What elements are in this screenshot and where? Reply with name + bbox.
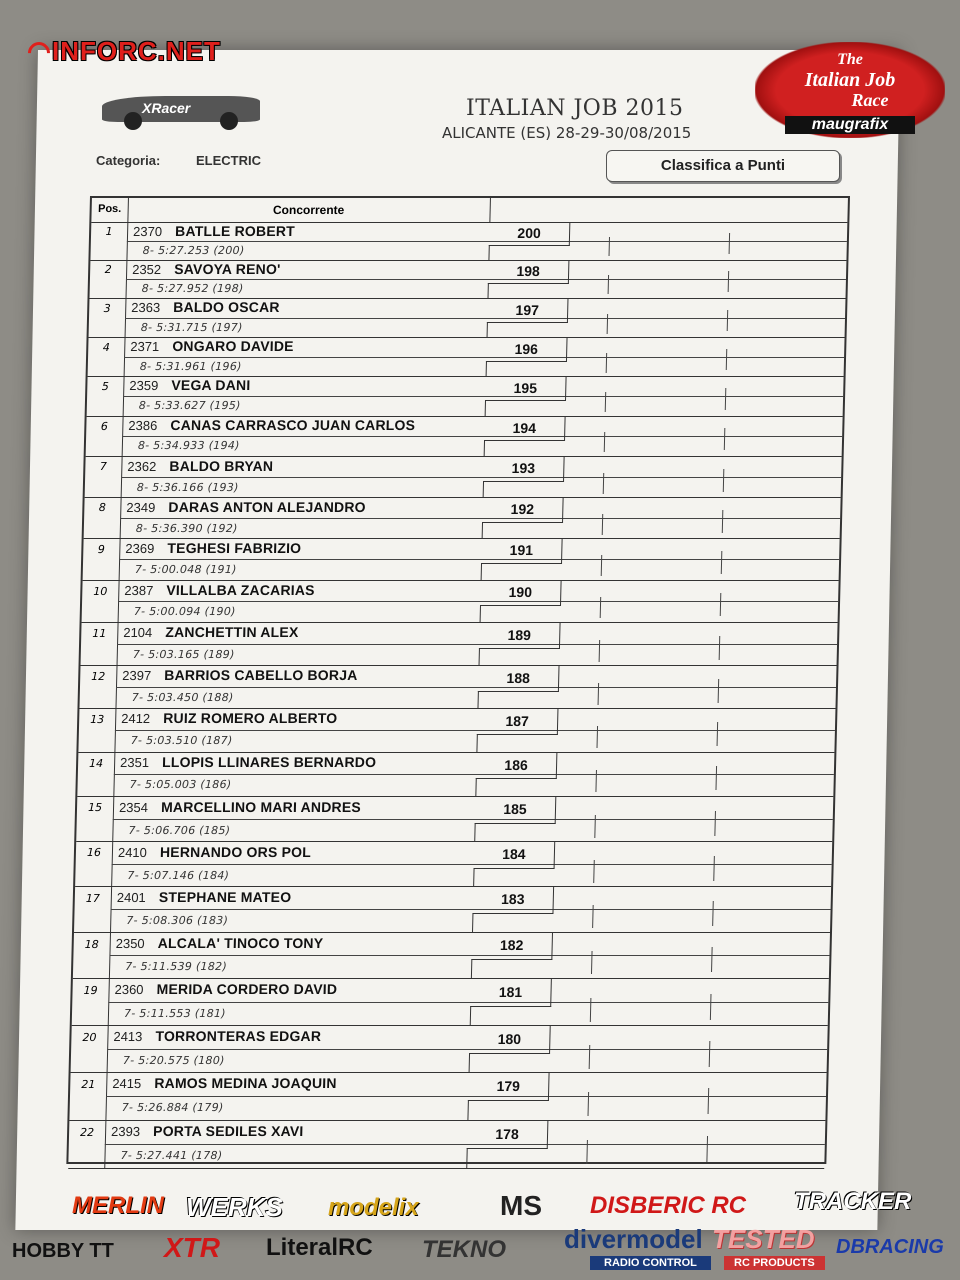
- row-driver-name: RUIZ ROMERO ALBERTO: [163, 710, 338, 726]
- table-row: [81, 622, 838, 666]
- italian-job-line-3: Race: [851, 90, 889, 110]
- row-divider: [487, 322, 488, 337]
- row-tick: [720, 593, 722, 616]
- row-tick: [724, 428, 726, 450]
- table-row: [83, 538, 840, 581]
- row-tick: [594, 815, 596, 838]
- row-driver-name: BALDO BRYAN: [169, 457, 274, 474]
- row-tick: [715, 766, 717, 790]
- row-number: 2387: [124, 582, 154, 598]
- row-tick: [604, 432, 605, 452]
- row-divider: [485, 400, 486, 416]
- row-time: 7- 5:08.306 (183): [126, 913, 229, 927]
- wheel-icon: [220, 112, 238, 130]
- maugrafix-logo: maugrafix: [785, 116, 915, 134]
- row-tick: [729, 233, 731, 254]
- table-row: [79, 665, 836, 709]
- table-row: [89, 298, 846, 338]
- row-time: 8- 5:34.933 (194): [137, 439, 240, 452]
- table-row: [73, 932, 830, 979]
- italian-job-logo: [755, 42, 945, 138]
- row-tick: [709, 1041, 711, 1067]
- row-time: 7- 5:00.048 (191): [134, 562, 237, 576]
- row-driver-name: MERIDA CORDERO DAVID: [156, 981, 338, 997]
- row-points: 183: [472, 886, 554, 914]
- table-row: [84, 497, 841, 539]
- row-time: 8- 5:31.961 (196): [139, 360, 242, 373]
- row-driver-name: LLOPIS LLINARES BERNARDO: [161, 754, 377, 770]
- row-tick: [708, 1088, 710, 1114]
- row-tick: [609, 237, 610, 256]
- row-time: 7- 5:20.575 (180): [122, 1054, 225, 1067]
- row-points: 187: [477, 708, 559, 735]
- row-position: 13: [78, 708, 116, 752]
- table-row: [71, 1025, 828, 1073]
- row-time: 8- 5:27.952 (198): [141, 281, 244, 295]
- row-divider: [479, 648, 480, 665]
- row-number: 2369: [125, 540, 155, 556]
- row-points: 197: [487, 298, 569, 323]
- row-driver-name: SAVOYA RENO': [174, 260, 281, 277]
- row-number: 2415: [112, 1076, 142, 1091]
- row-number: 2410: [117, 844, 148, 860]
- row-points: 188: [478, 665, 560, 692]
- row-divider: [483, 481, 484, 497]
- table-row: [75, 841, 832, 887]
- row-driver-name: VILLALBA ZACARIAS: [166, 581, 315, 598]
- row-driver-name: ZANCHETTIN ALEX: [165, 624, 299, 640]
- table-row: [76, 796, 833, 842]
- row-tick: [595, 770, 597, 792]
- row-tick: [597, 726, 599, 748]
- row-points: 180: [469, 1025, 551, 1054]
- row-position: 6: [86, 416, 124, 456]
- row-number: 2104: [123, 625, 153, 640]
- row-tick: [599, 640, 601, 662]
- row-points: 192: [482, 497, 564, 523]
- row-driver-name: HERNANDO ORS POL: [159, 843, 312, 860]
- sponsor-tekno: TEKNO: [422, 1236, 506, 1263]
- column-header-pos: Pos.: [91, 198, 129, 222]
- wheel-icon: [124, 112, 142, 130]
- row-tick: [588, 1092, 590, 1116]
- row-points: 181: [470, 978, 552, 1007]
- ranking-type-box: Classifica a Punti: [606, 150, 840, 182]
- row-position: 12: [79, 665, 117, 708]
- row-points: 184: [474, 841, 556, 869]
- row-driver-name: VEGA DANI: [171, 377, 251, 393]
- row-divider: [474, 823, 475, 841]
- row-position: 21: [69, 1072, 107, 1120]
- row-time: 8- 5:36.390 (192): [135, 521, 238, 535]
- row-position: 9: [83, 538, 121, 580]
- row-time: 7- 5:05.003 (186): [129, 778, 232, 791]
- row-position: 17: [74, 886, 112, 932]
- row-number: 2350: [115, 935, 145, 951]
- row-divider: [475, 778, 476, 796]
- row-driver-name: MARCELLINO MARI ANDRES: [160, 798, 362, 815]
- table-row: [85, 456, 842, 498]
- sponsor-modelix: modelix: [328, 1194, 419, 1221]
- row-number: 2363: [131, 300, 161, 315]
- row-tick: [591, 951, 593, 974]
- row-tick: [602, 514, 604, 535]
- row-divider: [471, 959, 472, 978]
- row-number: 2412: [121, 711, 151, 726]
- row-tick: [721, 551, 723, 574]
- row-divider: [476, 734, 477, 752]
- row-position: 5: [87, 376, 125, 416]
- row-number: 2413: [113, 1029, 143, 1044]
- category-label: Categoria:: [96, 153, 161, 168]
- row-time: 8- 5:31.715 (197): [140, 321, 243, 334]
- table-row: [78, 708, 835, 753]
- sponsor-divermodel: divermodel: [564, 1224, 703, 1254]
- table-row: [90, 222, 847, 261]
- row-tick: [719, 636, 721, 660]
- row-tick: [593, 860, 595, 883]
- row-time: 7- 5:27.441 (178): [120, 1149, 223, 1162]
- event-subtitle: ALICANTE (ES) 28-29-30/08/2015: [442, 124, 692, 142]
- row-tick: [592, 905, 594, 928]
- table-row: [77, 752, 834, 797]
- row-points: 196: [486, 337, 568, 362]
- row-tick: [726, 349, 728, 370]
- table-row: [68, 1120, 825, 1169]
- row-points: 179: [468, 1072, 550, 1101]
- table-row: [86, 416, 843, 457]
- results-table: [66, 196, 850, 1164]
- row-points: 191: [481, 538, 563, 564]
- sponsor-dbracing: DBRACING: [836, 1236, 944, 1258]
- row-tick: [723, 469, 725, 492]
- row-position: 16: [75, 841, 113, 886]
- row-divider: [470, 1006, 471, 1025]
- inforc-text: INFORC.NET: [52, 36, 221, 66]
- sponsor-ms: MS: [500, 1190, 542, 1221]
- row-position: 14: [77, 752, 115, 796]
- row-points: 195: [485, 376, 567, 401]
- italian-job-line-1: The: [837, 51, 863, 68]
- row-divider: [477, 691, 478, 708]
- page-title: ITALIAN JOB 2015: [466, 96, 684, 121]
- table-row: [89, 260, 846, 299]
- column-header-concorrente: Concorrente: [127, 198, 491, 222]
- row-tick: [714, 811, 716, 836]
- row-driver-name: RAMOS MEDINA JOAQUIN: [154, 1075, 337, 1091]
- row-driver-name: BARRIOS CABELLO BORJA: [164, 667, 358, 683]
- row-driver-name: BALDO OSCAR: [173, 299, 280, 315]
- row-points: 189: [479, 622, 561, 649]
- row-position: 15: [76, 796, 114, 841]
- row-points: 198: [488, 260, 570, 284]
- row-position: 2: [90, 260, 128, 298]
- sponsor-disberic: DISBERIC RC: [590, 1192, 747, 1219]
- inforc-watermark: [28, 36, 221, 67]
- category-value: ELECTRIC: [196, 153, 261, 168]
- row-number: 2354: [118, 799, 149, 815]
- row-time: 7- 5:11.539 (182): [125, 959, 228, 973]
- row-driver-name: TEGHESI FABRIZIO: [167, 539, 302, 556]
- row-divider: [486, 361, 487, 376]
- row-number: 2393: [110, 1124, 141, 1139]
- row-position: 22: [68, 1120, 106, 1168]
- row-time: 7- 5:07.146 (184): [127, 868, 230, 882]
- row-points: 194: [484, 416, 566, 441]
- row-position: 3: [89, 298, 127, 337]
- row-position: 4: [88, 337, 126, 376]
- xracer-logo-text: XRacer: [142, 100, 191, 116]
- row-tick: [706, 1136, 708, 1162]
- row-divider: [466, 1148, 467, 1168]
- row-points: 193: [483, 456, 565, 482]
- row-position: 10: [82, 580, 120, 622]
- sponsor-werks: WERKS: [186, 1192, 283, 1222]
- row-position: 11: [81, 622, 119, 665]
- row-divider: [480, 605, 481, 622]
- table-row: [69, 1072, 826, 1121]
- row-divider: [488, 245, 489, 260]
- table-row: [72, 978, 829, 1026]
- row-number: 2351: [119, 755, 150, 770]
- row-time: 8- 5:33.627 (195): [138, 399, 241, 412]
- row-time: 7- 5:03.510 (187): [130, 734, 233, 747]
- table-row: [87, 376, 844, 417]
- row-number: 2386: [128, 418, 158, 433]
- table-row: [82, 580, 839, 623]
- row-driver-name: STEPHANE MATEO: [158, 888, 292, 905]
- row-points: 186: [476, 752, 558, 779]
- row-number: 2352: [132, 261, 162, 277]
- row-number: 2397: [122, 668, 152, 683]
- row-position: 18: [73, 932, 111, 978]
- row-divider: [484, 440, 485, 456]
- row-time: 7- 5:26.884 (179): [121, 1101, 224, 1114]
- row-tick: [605, 392, 606, 412]
- row-number: 2349: [126, 499, 156, 515]
- row-tick: [713, 856, 715, 881]
- row-divider: [482, 522, 483, 538]
- sponsor-xtr: XTR: [164, 1232, 220, 1263]
- table-row: [74, 886, 831, 933]
- row-tick: [603, 473, 605, 494]
- row-tick: [598, 683, 600, 705]
- row-points: 190: [480, 580, 562, 606]
- row-tick: [711, 947, 713, 972]
- table-row: [88, 337, 845, 377]
- row-tick: [589, 1045, 591, 1069]
- row-points: 185: [475, 796, 557, 824]
- italian-job-line-2: Italian Job: [804, 69, 896, 91]
- row-divider: [469, 1053, 470, 1072]
- row-points: 182: [471, 932, 553, 960]
- row-points: 200: [489, 222, 571, 246]
- row-time: 7- 5:00.094 (190): [133, 604, 236, 618]
- sponsor-hobbytt: HOBBY TT: [12, 1240, 114, 1262]
- sponsor-tested: TESTED: [712, 1224, 815, 1254]
- sponsor-tracker: TRACKER: [794, 1188, 912, 1215]
- row-divider: [472, 913, 473, 932]
- row-tick: [608, 275, 609, 294]
- row-time: 7- 5:06.706 (185): [128, 823, 231, 837]
- row-time: 7- 5:03.450 (188): [131, 691, 234, 704]
- row-position: 1: [90, 222, 128, 260]
- row-time: 8- 5:36.166 (193): [136, 480, 239, 494]
- row-time: 8- 5:27.253 (200): [142, 243, 245, 257]
- sponsor-literalrc: LiteralRC: [266, 1234, 373, 1261]
- row-number: 2370: [132, 223, 163, 239]
- row-tick: [727, 310, 729, 331]
- row-position: 19: [72, 978, 110, 1025]
- row-number: 2362: [127, 458, 157, 474]
- row-number: 2401: [116, 889, 146, 905]
- row-tick: [607, 314, 608, 334]
- row-tick: [712, 901, 714, 926]
- row-position: 7: [85, 456, 123, 497]
- row-driver-name: ALCALA' TINOCO TONY: [157, 934, 324, 951]
- row-tick: [717, 722, 719, 746]
- row-tick: [725, 388, 727, 410]
- sponsor-tested-sub: RC PRODUCTS: [724, 1256, 825, 1270]
- sponsor-strip: [0, 1168, 960, 1280]
- row-driver-name: ONGARO DAVIDE: [172, 338, 294, 354]
- row-number: 2360: [114, 982, 144, 997]
- row-driver-name: DARAS ANTON ALEJANDRO: [168, 498, 366, 515]
- row-divider: [481, 563, 482, 580]
- row-tick: [718, 679, 720, 703]
- row-tick: [590, 998, 592, 1022]
- row-tick: [600, 597, 602, 618]
- row-tick: [586, 1140, 588, 1164]
- signal-icon: [23, 38, 54, 69]
- row-position: 8: [84, 497, 122, 538]
- sponsor-merlin: MERLIN: [72, 1192, 164, 1219]
- row-driver-name: BATLLE ROBERT: [174, 222, 296, 239]
- row-driver-name: CANAS CARRASCO JUAN CARLOS: [170, 417, 416, 433]
- row-number: 2371: [130, 339, 160, 354]
- sponsor-divermodel-sub: RADIO CONTROL: [590, 1256, 711, 1270]
- row-time: 7- 5:03.165 (189): [132, 648, 235, 661]
- row-tick: [606, 353, 607, 373]
- row-divider: [467, 1100, 468, 1120]
- row-position: 20: [71, 1025, 109, 1072]
- row-time: 7- 5:11.553 (181): [123, 1007, 227, 1020]
- table-header: [91, 198, 848, 223]
- row-tick: [601, 555, 603, 576]
- row-tick: [710, 994, 712, 1020]
- row-points: 178: [467, 1120, 549, 1149]
- row-tick: [728, 271, 730, 292]
- row-driver-name: PORTA SEDILES XAVI: [152, 1123, 304, 1139]
- row-number: 2359: [129, 378, 159, 393]
- row-divider: [473, 868, 474, 886]
- xracer-logo: [102, 90, 262, 130]
- row-divider: [488, 283, 489, 298]
- row-driver-name: TORRONTERAS EDGAR: [155, 1028, 322, 1044]
- row-tick: [722, 510, 724, 533]
